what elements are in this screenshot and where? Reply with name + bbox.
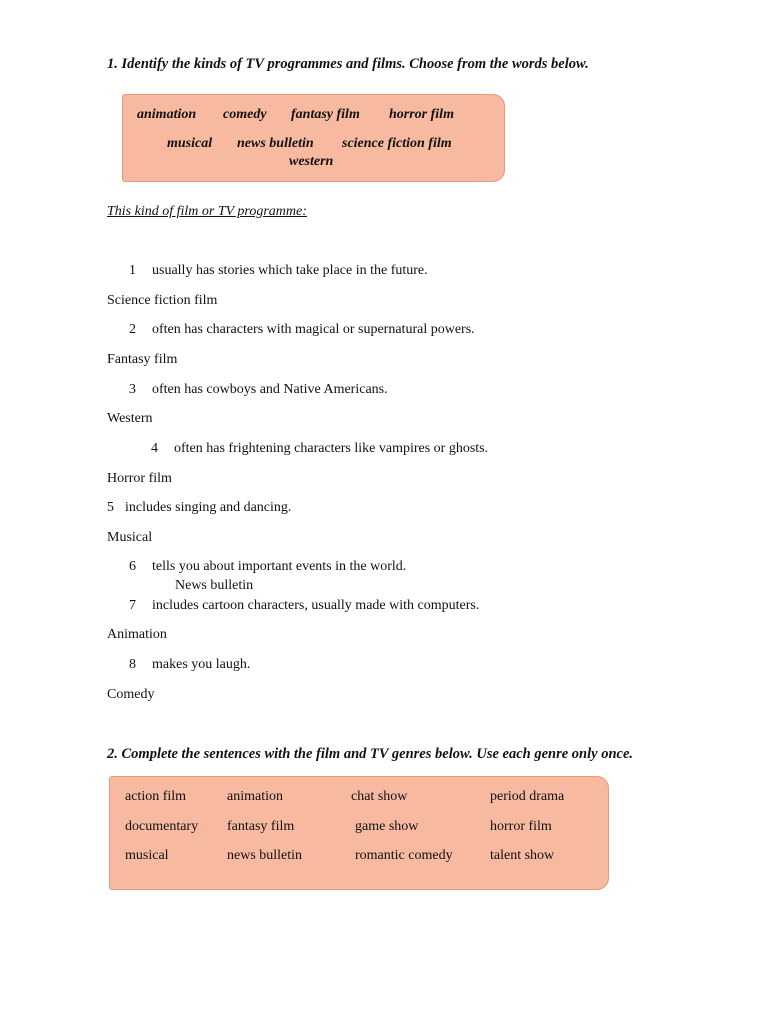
item-number: 1 [129,263,136,278]
genre-word: animation [227,789,283,804]
item-answer: Science fiction film [107,293,218,308]
exercise1-subtitle: This kind of film or TV programme: [107,204,307,219]
item-number: 8 [129,657,136,672]
word-box-word: horror film [389,107,454,122]
item-answer: Comedy [107,687,155,702]
item-answer: Western [107,411,153,426]
item-number: 3 [129,382,136,397]
item-number: 6 [129,559,136,574]
genre-word: period drama [490,789,565,804]
word-box-1 [122,94,505,182]
item-text: makes you laugh. [152,657,251,672]
item-text: tells you about important events in the world. [152,559,407,574]
genre-word: horror film [490,819,552,834]
item-number: 4 [151,441,158,456]
item-text: often has characters with magical or supernatural powers. [152,322,475,337]
genre-word: news bulletin [227,848,303,863]
item-text: often has frightening characters like vampires or ghosts. [174,441,489,456]
exercise2-heading: 2. Complete the sentences with the film and TV genres below. Use each genre only once. [107,746,634,762]
item-answer: News bulletin [175,578,254,593]
word-box-word: musical [167,136,213,151]
genre-word: documentary [125,819,199,834]
item-answer: Fantasy film [107,352,178,367]
item-answer: Horror film [107,471,172,486]
item-answer: Animation [107,627,167,642]
item-answer: Musical [107,530,153,545]
item-text: usually has stories which take place in the future. [152,263,428,278]
word-box-word: western [289,154,334,169]
genre-word: chat show [351,789,408,804]
genre-box [109,776,609,890]
genre-word: romantic comedy [355,848,453,863]
exercise1-heading: 1. Identify the kinds of TV programmes and films. Choose from the words below. [107,56,589,72]
item-text: often has cowboys and Native Americans. [152,382,388,397]
word-box-word: comedy [223,107,267,122]
word-box-word: news bulletin [237,136,314,151]
item-text: includes cartoon characters, usually made with computers. [152,598,480,613]
word-box-word: fantasy film [291,107,360,122]
genre-word: game show [355,819,419,834]
item-number: 7 [129,598,136,613]
word-box-word: animation [137,107,197,122]
genre-word: action film [125,789,187,804]
genre-word: musical [125,848,169,863]
item-number: 5 [107,500,114,515]
word-box-word: science fiction film [342,136,452,151]
item-text: includes singing and dancing. [125,500,292,515]
genre-word: talent show [490,848,555,863]
genre-word: fantasy film [227,819,295,834]
item-number: 2 [129,322,136,337]
